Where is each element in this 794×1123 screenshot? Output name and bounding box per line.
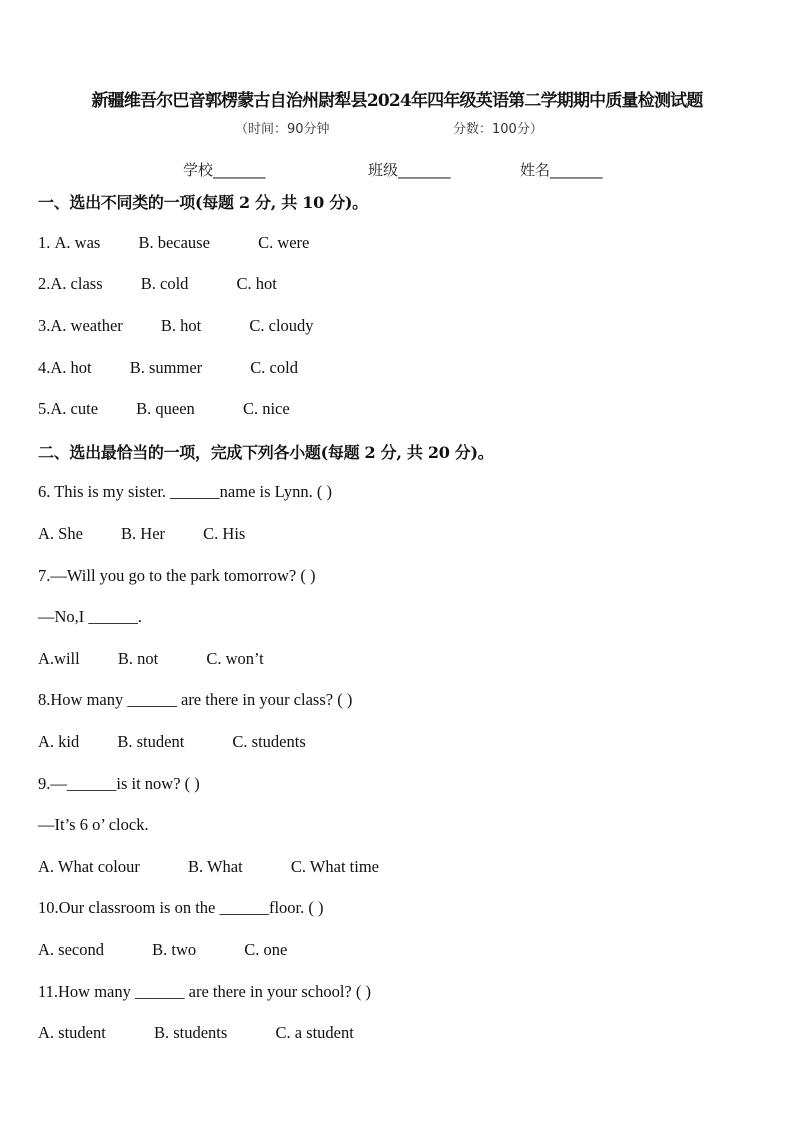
option-c[interactable]: C. cold [250,358,298,377]
question-10-options [38,940,287,960]
option-c[interactable]: C. His [203,524,246,543]
option-a[interactable]: A. kid [38,732,80,751]
option-b[interactable]: B. students [153,1023,228,1042]
question-9-reply: —It’s 6 o’ clock. [38,815,149,834]
option-c[interactable]: C. cloudy [249,316,314,335]
option-b[interactable]: B. cold [140,274,189,293]
option-b[interactable]: B. hot [160,316,202,335]
option-c[interactable]: C. nice [242,399,290,418]
time-limit: （时间：90分钟 [235,122,330,137]
question-10-stem: 10.Our classroom is on the ______floor. ( ) [38,898,324,917]
option-b[interactable]: B. summer [129,358,203,377]
option-a[interactable]: A. class [50,274,103,293]
option-c[interactable]: C. hot [236,274,277,293]
question-8-options [38,732,306,752]
question-8-stem: 8.How many ______ are there in your class? ( ) [38,690,353,709]
option-c[interactable]: C. students [232,732,306,751]
option-c[interactable]: C. What time [290,857,379,876]
section-1-heading: 一、选出不同类的一项(每题 2 分, 共 10 分)。 [38,193,368,212]
section-2-heading: 二、选出最恰当的一项，完成下列各小题(每题 2 分, 共 20 分)。 [38,443,494,462]
option-c[interactable]: C. were [258,233,310,252]
option-b[interactable]: B. student [117,732,185,751]
question-number: 2. [38,274,51,293]
option-a[interactable]: A. weather [50,316,123,335]
option-b[interactable]: B. Her [121,524,166,543]
question-number: 3. [38,316,51,335]
question-7-stem: 7.—Will you go to the park tomorrow? ( ) [38,566,316,585]
question-7-reply: —No,I ______. [38,607,143,626]
question-6-stem: 6. This is my sister. ______name is Lynn. ( ) [38,482,332,501]
option-a[interactable]: A. hot [50,358,92,377]
page-title: 新疆维吾尔巴音郭楞蒙古自治州尉犁县2024年四年级英语第二学期期中质量检测试题 [91,91,703,111]
option-a[interactable]: A. student [38,1023,106,1042]
option-b[interactable]: B. queen [136,399,195,418]
option-c[interactable]: C. won’t [206,649,264,668]
question-3 [38,316,314,336]
option-a[interactable]: A. second [38,940,104,959]
question-number: 4. [38,358,51,377]
question-9-stem: 9.—______is it now? ( ) [38,774,200,793]
option-a[interactable]: A. was [54,233,101,252]
question-6-options [38,524,245,544]
option-b[interactable]: B. because [138,233,210,252]
question-7-options [38,649,264,669]
question-11-stem: 11.How many ______ are there in your school? ( ) [38,982,371,1001]
option-b[interactable]: B. not [117,649,159,668]
option-b[interactable]: B. two [152,940,197,959]
question-2 [38,274,277,294]
option-a[interactable]: A. cute [50,399,99,418]
option-a[interactable]: A. What colour [38,857,140,876]
option-c[interactable]: C. a student [275,1023,354,1042]
question-11-options [38,1023,354,1043]
option-a[interactable]: A. She [38,524,83,543]
question-4 [38,358,298,378]
question-number: 5. [38,399,51,418]
name-field[interactable]: 姓名_______ [520,161,603,179]
total-score: 分数：100分） [453,122,543,137]
question-number: 1. [38,233,51,252]
class-field[interactable]: 班级_______ [368,161,451,179]
question-5 [38,399,290,419]
question-1 [38,233,309,253]
school-field[interactable]: 学校_______ [183,161,266,179]
option-a[interactable]: A.will [38,649,80,668]
option-b[interactable]: B. What [188,857,243,876]
question-9-options [38,857,379,877]
option-c[interactable]: C. one [244,940,288,959]
